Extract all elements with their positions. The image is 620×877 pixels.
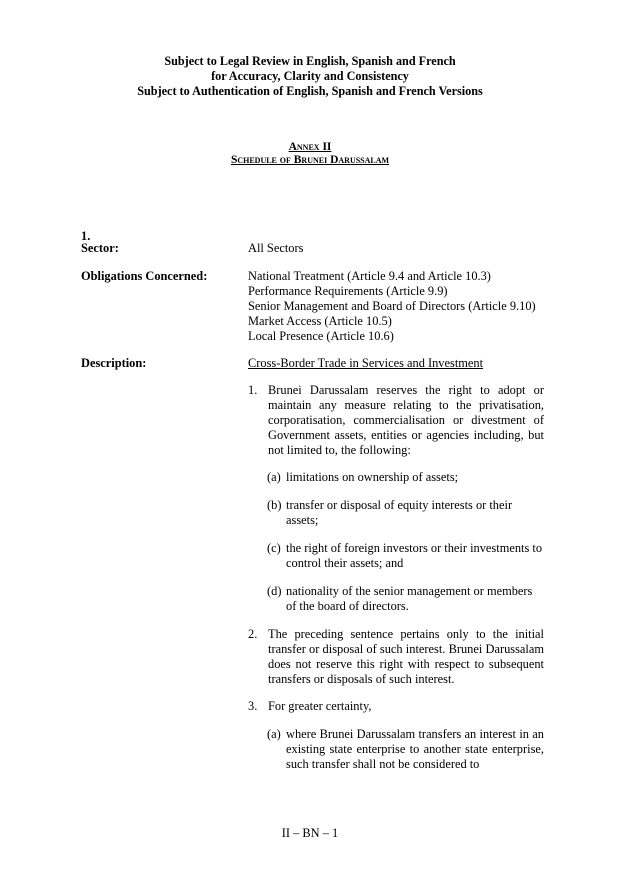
paragraph-text: Brunei Darussalam reserves the right to adopt or maintain any measure relating to the privatisation, corporatisation, commercialisation or divestment of Government assets, entities or agencies including, but not limited to, the following: — [268, 383, 544, 457]
item-marker: (d) — [267, 584, 282, 598]
paragraph-number: 1. — [248, 383, 258, 397]
annex-title: Annex II — [288, 141, 332, 153]
item-text: the right of foreign investors or their investments to control their assets; and — [286, 541, 543, 570]
list-item — [267, 541, 544, 571]
description-paragraph-3 — [248, 699, 544, 714]
obligations-label: Obligations Concerned: — [81, 269, 208, 283]
paragraph-text: The preceding sentence pertains only to the initial transfer or disposal of such interest. Brunei Darussalam does not reserve this right with respect to subsequent transfers or disposals of such interest. — [268, 627, 544, 686]
entry-number: 1. — [81, 229, 91, 243]
annex-subtitle: Schedule of Brunei Darussalam — [230, 154, 390, 166]
sector-value: All Sectors — [248, 241, 304, 255]
item-text: where Brunei Darussalam transfers an interest in an existing state enterprise to another state enterprise, such transfer shall not be considered to — [286, 727, 544, 771]
item-text: transfer or disposal of equity interests or their assets; — [286, 498, 513, 527]
item-marker: (a) — [267, 727, 281, 741]
paragraph-text: For greater certainty, — [268, 699, 372, 713]
item-text: limitations on ownership of assets; — [286, 470, 459, 484]
description-paragraph-1 — [248, 383, 544, 458]
header-line-3: Subject to Authentication of English, Spanish and French Versions — [137, 84, 483, 98]
obligation-item: Local Presence (Article 10.6) — [248, 329, 394, 343]
item-marker: (a) — [267, 470, 281, 484]
annex-heading — [0, 141, 620, 167]
item-marker: (b) — [267, 498, 282, 512]
item-marker: (c) — [267, 541, 281, 555]
obligation-item: Senior Management and Board of Directors (Article 9.10) — [248, 299, 536, 313]
paragraph-number: 2. — [248, 627, 258, 641]
header-line-2: for Accuracy, Clarity and Consistency — [211, 69, 409, 83]
paragraph-number: 3. — [248, 699, 258, 713]
list-item — [267, 584, 544, 614]
description-paragraph-2 — [248, 627, 544, 687]
obligation-item: Performance Requirements (Article 9.9) — [248, 284, 448, 298]
list-item — [267, 498, 544, 528]
obligations-list — [248, 269, 544, 344]
sector-label: Sector: — [81, 241, 119, 255]
header-line-1: Subject to Legal Review in English, Spanish and French — [164, 54, 456, 68]
page-number: II – BN – 1 — [281, 826, 339, 840]
list-item — [267, 727, 544, 772]
list-item — [267, 470, 544, 485]
item-text: nationality of the senior management or members of the board of directors. — [286, 584, 533, 613]
description-heading: Cross-Border Trade in Services and Investment — [248, 356, 484, 370]
legal-review-header — [0, 54, 620, 99]
obligation-item: Market Access (Article 10.5) — [248, 314, 392, 328]
description-label: Description: — [81, 356, 147, 370]
obligation-item: National Treatment (Article 9.4 and Article 10.3) — [248, 269, 491, 283]
